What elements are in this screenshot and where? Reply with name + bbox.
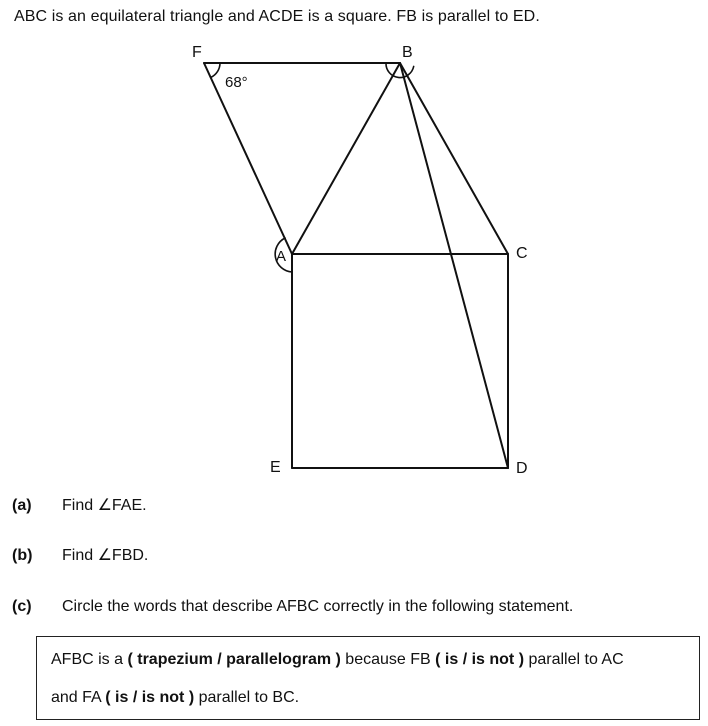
question-b-number: (b): [12, 547, 33, 564]
shape-choice[interactable]: ( trapezium / parallelogram ): [127, 651, 341, 668]
fa-parallel-choice[interactable]: ( is / is not ): [105, 689, 195, 706]
vertex-label-d: D: [516, 460, 528, 477]
vertex-label-a: A: [276, 248, 287, 265]
statement-text-4: and FA: [51, 689, 106, 706]
question-a: [12, 495, 147, 515]
problem-intro: ABC is an equilateral triangle and ACDE is a square. FB is parallel to ED.: [14, 8, 540, 25]
statement-text-2: because FB: [340, 651, 436, 668]
segment-bd: [400, 63, 508, 468]
question-c: [12, 598, 573, 616]
statement-line-1: [51, 651, 624, 669]
fb-parallel-choice[interactable]: ( is / is not ): [435, 651, 525, 668]
question-c-text: Circle the words that describe AFBC correctly in the following statement.: [62, 598, 574, 615]
statement-box: [36, 636, 700, 720]
question-b-text: Find ∠FBD.: [62, 547, 149, 564]
question-b: [12, 545, 148, 565]
angle-label-68: 68°: [225, 74, 248, 91]
statement-text-1: AFBC is a: [51, 651, 128, 668]
segment-bc: [400, 63, 508, 254]
vertex-label-b: B: [402, 44, 413, 61]
statement-text-5: parallel to BC.: [194, 689, 300, 706]
angle-arc-f: [211, 63, 220, 78]
vertex-label-c: C: [516, 245, 528, 262]
statement-line-2: [51, 689, 299, 707]
statement-text-3: parallel to AC: [524, 651, 624, 668]
segment-ab: [292, 63, 400, 254]
question-a-text: Find ∠FAE.: [62, 497, 147, 514]
vertex-label-f: F: [192, 44, 202, 61]
question-a-number: (a): [12, 497, 32, 514]
question-c-number: (c): [12, 598, 32, 615]
vertex-label-e: E: [270, 459, 281, 476]
segment-fa: [204, 63, 292, 254]
